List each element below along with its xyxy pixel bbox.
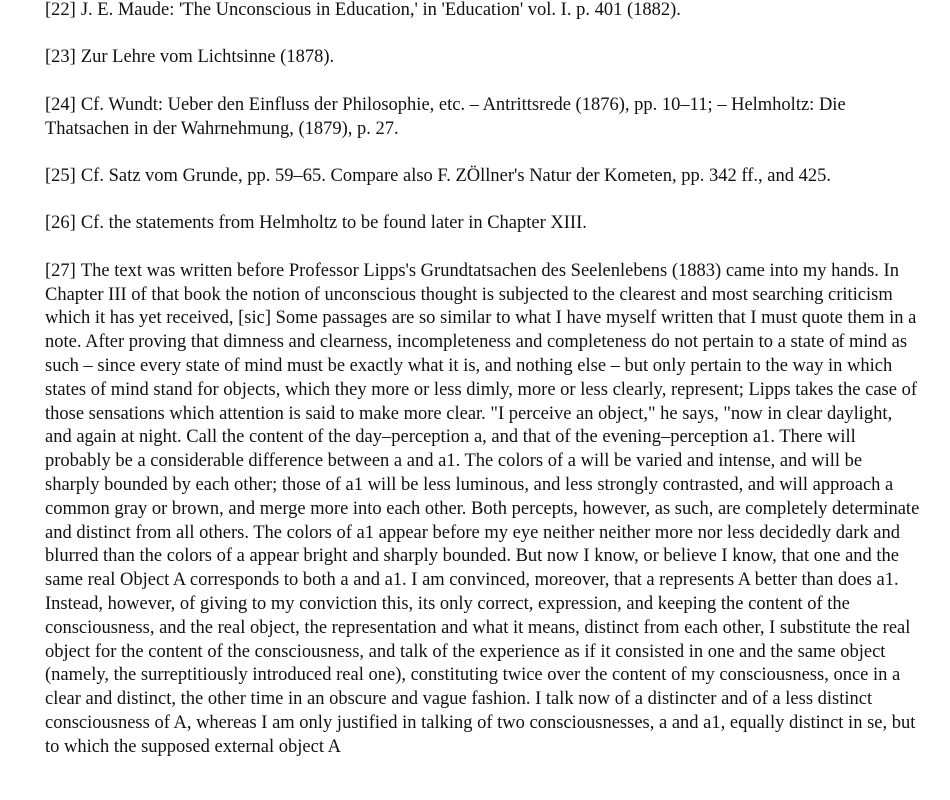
footnote-text: The text was written before Professor Lipps's Grundtatsachen des Seelenlebens (1883) came into my hands. In Chapter III of that book the notion of unconscious thought is subjected to the clearest and most searching criticism which it has yet received, [sic] Some passages are so similar to what I have myself written that I must quote them in a note. After proving that dimness and clearness, incompleteness and completeness do not pertain to a state of mind as such – since every state of mind must be exactly what it is, and nothing else – but only pertain to the way in which states of mind stand for objects, which they more or less dimly, more or less clearly, represent; Lipps takes the case of those sensations which attention is said to make more clear. "I perceive an object," he says, "now in clear daylight, and again at night. Call the content of the day–perception a, and that of the evening–perception a1. There will probably be a considerable difference between a and a1. The colors of a will be varied and intense, and will be sharply bounded by each other; those of a1 will be less luminous, and less strongly contrasted, and will approach a common gray or brown, and merge more into each other. Both percepts, however, as such, are completely determinate and distinct from all others. The colors of a1 appear before my eye neither neither more nor less decidedly dark and blurred than the colors of a appear bright and sharply bounded. But now I know, or believe I know, that one and the same real Object A corresponds to both a and a1. I am convinced, moreover, that a represents A better than does a1. Instead, however, of giving to my conviction this, its only correct, expression, and keeping the content of the consciousness, and the real object, the representation and what it means, distinct from each other, I substitute the real object for the content of the consciousness, and talk of the experience as if it consisted in one and the same object (namely, the surreptitiously introduced real one), constituting twice over the content of my consciousness, once in a clear and distinct, the other time in an obscure and vague fashion. I talk now of a distincter and of a less distinct consciousness of A, whereas I am only justified in talking of two consciousnesses, a and a1, equally distinct in se, but to which the supposed external object A bbox=[45, 260, 920, 757]
footnote-24 bbox=[45, 94, 920, 142]
footnote-ref: [27] bbox=[45, 260, 76, 281]
footnote-text: Cf. Wundt: Ueber den Einfluss der Philosophie, etc. – Antrittsrede (1876), pp. 10–11; – Helmholtz: Die Thatsachen in der Wahrnehmung, (1879), p. 27. bbox=[45, 94, 846, 139]
footnotes-column bbox=[45, 0, 920, 759]
footnote-ref: [22] bbox=[45, 0, 76, 20]
footnote-text: Cf. the statements from Helmholtz to be found later in Chapter XIII. bbox=[80, 213, 587, 234]
footnote-text: Zur Lehre vom Lichtsinne (1878). bbox=[80, 47, 335, 68]
footnote-26 bbox=[45, 212, 920, 236]
footnote-23 bbox=[45, 46, 920, 70]
footnote-ref: [26] bbox=[45, 213, 76, 234]
footnote-ref: [24] bbox=[45, 94, 76, 115]
footnote-22 bbox=[45, 0, 920, 23]
footnote-text: J. E. Maude: 'The Unconscious in Education,' in 'Education' vol. I. p. 401 (1882). bbox=[80, 0, 681, 20]
footnote-text: Cf. Satz vom Grunde, pp. 59–65. Compare also F. ZÖllner's Natur der Kometen, pp. 342 ff., and 425. bbox=[80, 165, 831, 186]
footnote-25 bbox=[45, 165, 920, 189]
footnote-ref: [25] bbox=[45, 165, 76, 186]
footnote-ref: [23] bbox=[45, 47, 76, 68]
footnote-27 bbox=[45, 260, 920, 760]
